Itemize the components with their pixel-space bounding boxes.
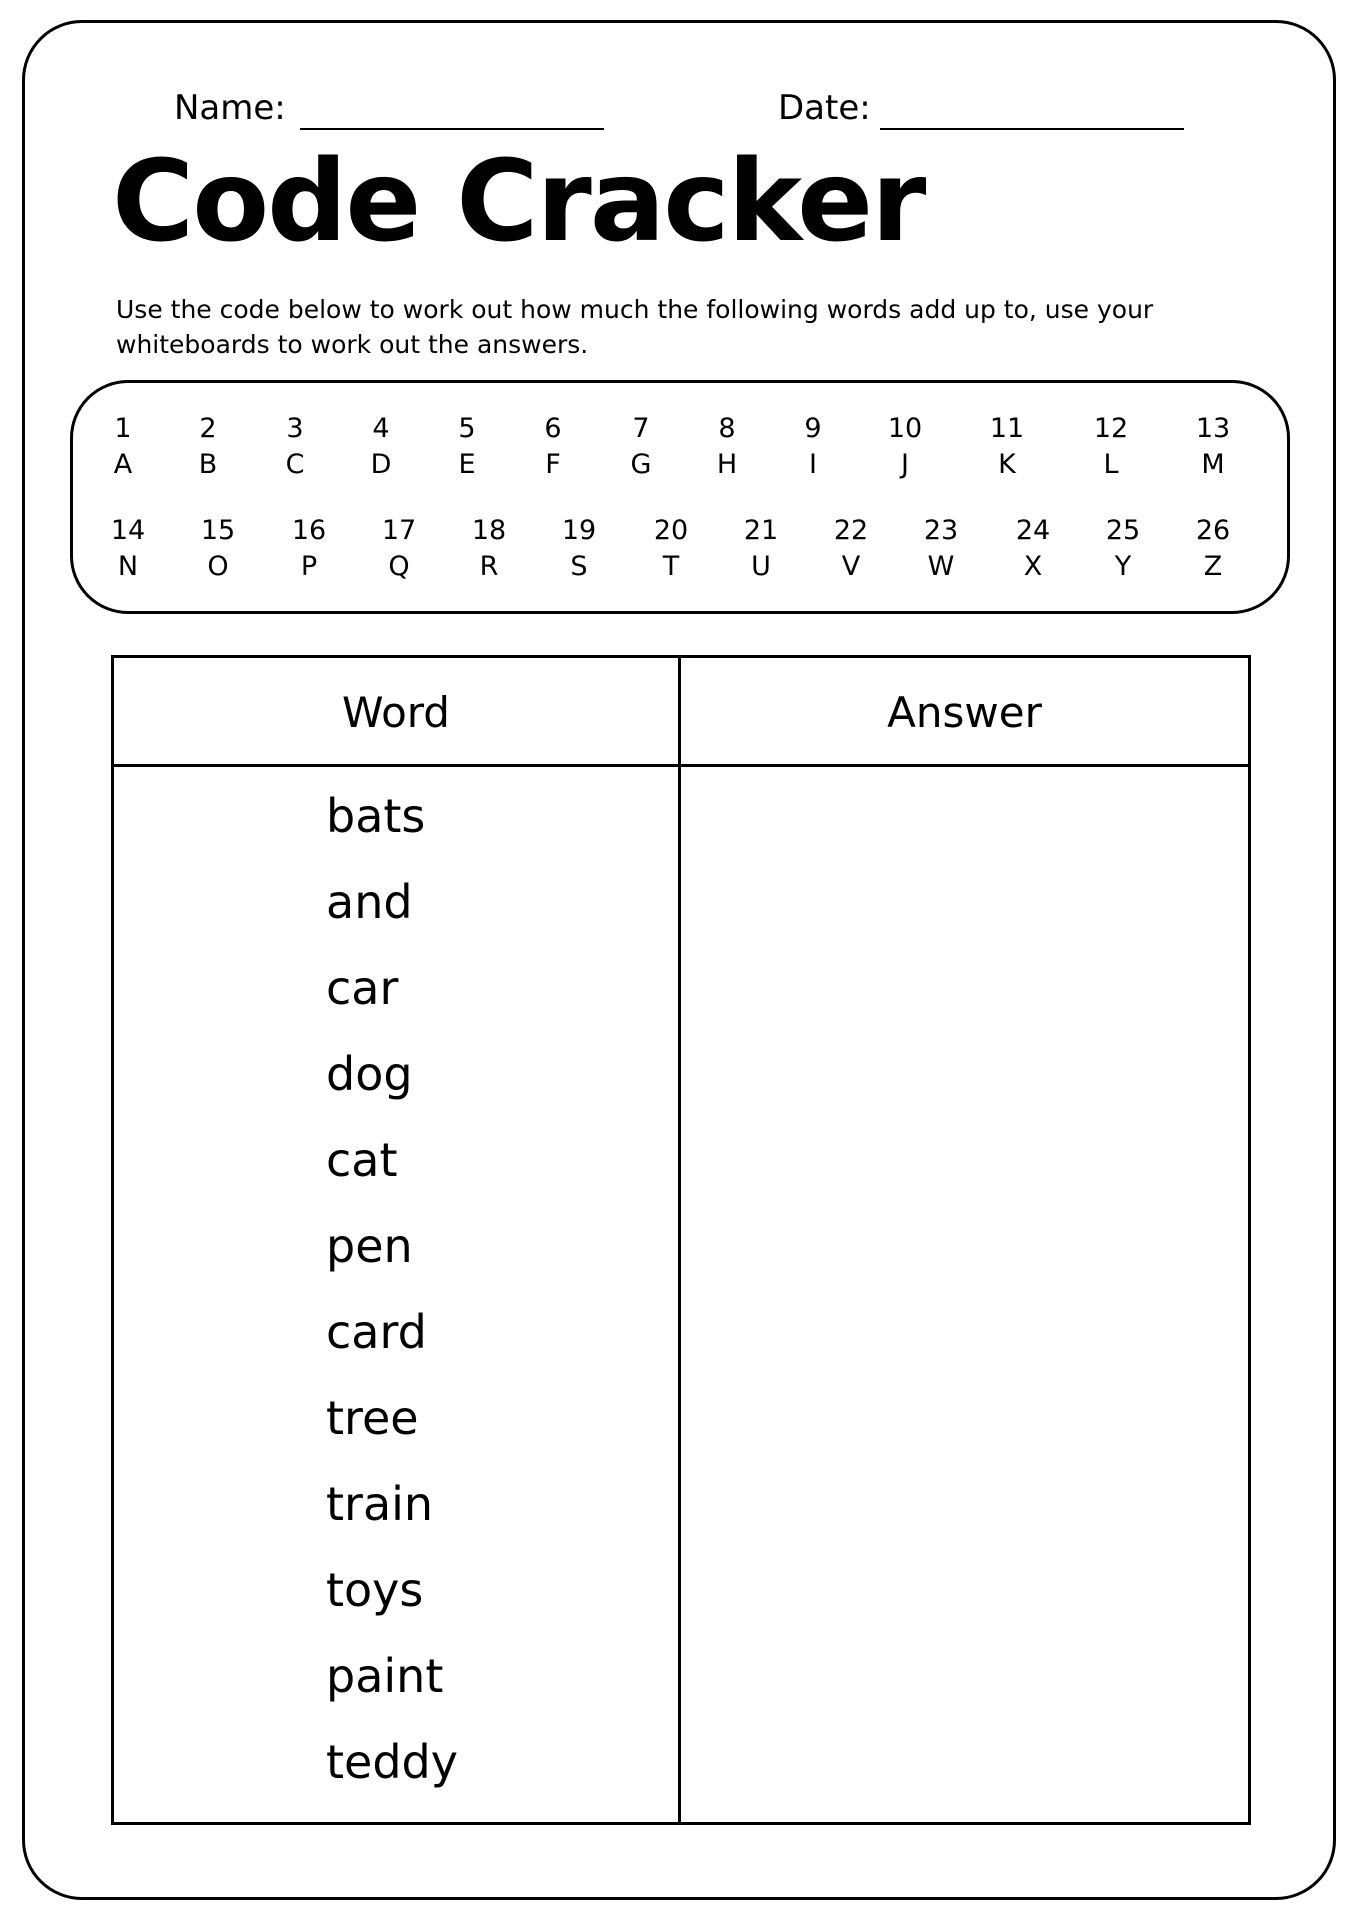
code-number: 21 xyxy=(743,515,779,546)
code-number: 20 xyxy=(653,515,689,546)
code-letter: F xyxy=(545,449,561,480)
answer-cell[interactable] xyxy=(694,1476,1234,1532)
word-item: teddy xyxy=(326,1735,458,1789)
answer-cell[interactable] xyxy=(694,874,1234,930)
code-number: 5 xyxy=(458,413,476,444)
answer-table xyxy=(111,655,1251,1825)
answer-cell[interactable] xyxy=(694,1390,1234,1446)
answer-cell[interactable] xyxy=(694,1562,1234,1618)
name-label: Name: xyxy=(174,88,286,128)
code-letter: X xyxy=(1023,551,1043,582)
code-letter: K xyxy=(998,449,1016,480)
code-pair xyxy=(896,513,986,585)
column-divider xyxy=(678,658,681,1822)
code-letter: A xyxy=(113,449,133,480)
code-number: 3 xyxy=(286,413,304,444)
code-letter: S xyxy=(570,551,588,582)
header-divider xyxy=(114,764,1248,767)
code-number: 17 xyxy=(381,515,417,546)
code-number: 24 xyxy=(1015,515,1051,546)
code-letter: Z xyxy=(1203,551,1223,582)
code-number: 7 xyxy=(632,413,650,444)
instructions: Use the code below to work out how much the following words add up to, use your whiteboards to work out the answers. xyxy=(116,295,1154,359)
name-field[interactable] xyxy=(300,128,604,130)
code-number: 25 xyxy=(1105,515,1141,546)
code-number: 15 xyxy=(200,515,236,546)
word-item: paint xyxy=(326,1649,444,1703)
word-item: card xyxy=(326,1305,427,1359)
code-number: 22 xyxy=(833,515,869,546)
word-item: car xyxy=(326,961,399,1015)
code-pair xyxy=(78,411,168,483)
word-item: tree xyxy=(326,1391,419,1445)
code-number: 9 xyxy=(804,413,822,444)
code-letter: T xyxy=(662,551,680,582)
code-pair xyxy=(422,411,512,483)
code-number: 14 xyxy=(110,515,146,546)
answer-cell[interactable] xyxy=(694,1132,1234,1188)
word-item: and xyxy=(326,875,413,929)
code-number: 11 xyxy=(989,413,1025,444)
code-letter: U xyxy=(751,551,771,582)
code-pair xyxy=(444,513,534,585)
code-pair xyxy=(508,411,598,483)
word-item: dog xyxy=(326,1047,413,1101)
code-pair xyxy=(336,411,426,483)
code-number: 18 xyxy=(471,515,507,546)
code-letter: V xyxy=(841,551,861,582)
page-title: Code Cracker xyxy=(112,137,925,267)
code-key-box xyxy=(70,380,1290,614)
date-label: Date: xyxy=(778,88,871,128)
code-pair xyxy=(83,513,173,585)
code-letter: Q xyxy=(388,551,410,582)
code-pair xyxy=(716,513,806,585)
word-item: bats xyxy=(326,789,426,843)
code-letter: E xyxy=(458,449,476,480)
code-letter: Y xyxy=(1114,551,1132,582)
code-letter: W xyxy=(927,551,955,582)
code-pair xyxy=(264,513,354,585)
code-letter: J xyxy=(901,449,909,480)
code-number: 19 xyxy=(561,515,597,546)
date-field[interactable] xyxy=(880,128,1184,130)
word-item: pen xyxy=(326,1219,413,1273)
code-number: 1 xyxy=(114,413,132,444)
code-pair xyxy=(534,513,624,585)
code-pair xyxy=(354,513,444,585)
code-pair xyxy=(988,513,1078,585)
code-letter: N xyxy=(117,551,139,582)
code-letter: D xyxy=(370,449,392,480)
code-number: 8 xyxy=(718,413,736,444)
answer-cell[interactable] xyxy=(694,960,1234,1016)
answer-cell[interactable] xyxy=(694,1648,1234,1704)
code-pair xyxy=(1078,513,1168,585)
code-pair xyxy=(250,411,340,483)
code-pair xyxy=(626,513,716,585)
code-letter: P xyxy=(300,551,318,582)
code-pair xyxy=(1168,513,1258,585)
code-letter: C xyxy=(285,449,305,480)
code-number: 13 xyxy=(1195,413,1231,444)
answer-cell[interactable] xyxy=(694,1218,1234,1274)
word-column-header: Word xyxy=(342,688,450,737)
code-number: 4 xyxy=(372,413,390,444)
code-pair xyxy=(962,411,1052,483)
code-number: 26 xyxy=(1195,515,1231,546)
code-number: 12 xyxy=(1093,413,1129,444)
code-pair xyxy=(768,411,858,483)
answer-cell[interactable] xyxy=(694,1734,1234,1790)
code-pair xyxy=(860,411,950,483)
code-pair xyxy=(1168,411,1258,483)
code-number: 6 xyxy=(544,413,562,444)
answer-cell[interactable] xyxy=(694,788,1234,844)
code-number: 2 xyxy=(199,413,217,444)
word-item: toys xyxy=(326,1563,424,1617)
code-number: 16 xyxy=(291,515,327,546)
word-item: train xyxy=(326,1477,434,1531)
code-letter: O xyxy=(207,551,229,582)
code-pair xyxy=(596,411,686,483)
code-pair xyxy=(806,513,896,585)
answer-column-header: Answer xyxy=(887,688,1042,737)
code-number: 23 xyxy=(923,515,959,546)
code-letter: I xyxy=(809,449,817,480)
word-item: cat xyxy=(326,1133,398,1187)
code-pair xyxy=(682,411,772,483)
code-letter: H xyxy=(716,449,738,480)
code-letter: R xyxy=(479,551,499,582)
code-pair xyxy=(1066,411,1156,483)
code-pair xyxy=(163,411,253,483)
code-letter: L xyxy=(1103,449,1119,480)
code-letter: B xyxy=(198,449,218,480)
answer-cell[interactable] xyxy=(694,1304,1234,1360)
code-letter: G xyxy=(630,449,652,480)
code-number: 10 xyxy=(887,413,923,444)
answer-cell[interactable] xyxy=(694,1046,1234,1102)
code-pair xyxy=(173,513,263,585)
code-letter: M xyxy=(1201,449,1225,480)
